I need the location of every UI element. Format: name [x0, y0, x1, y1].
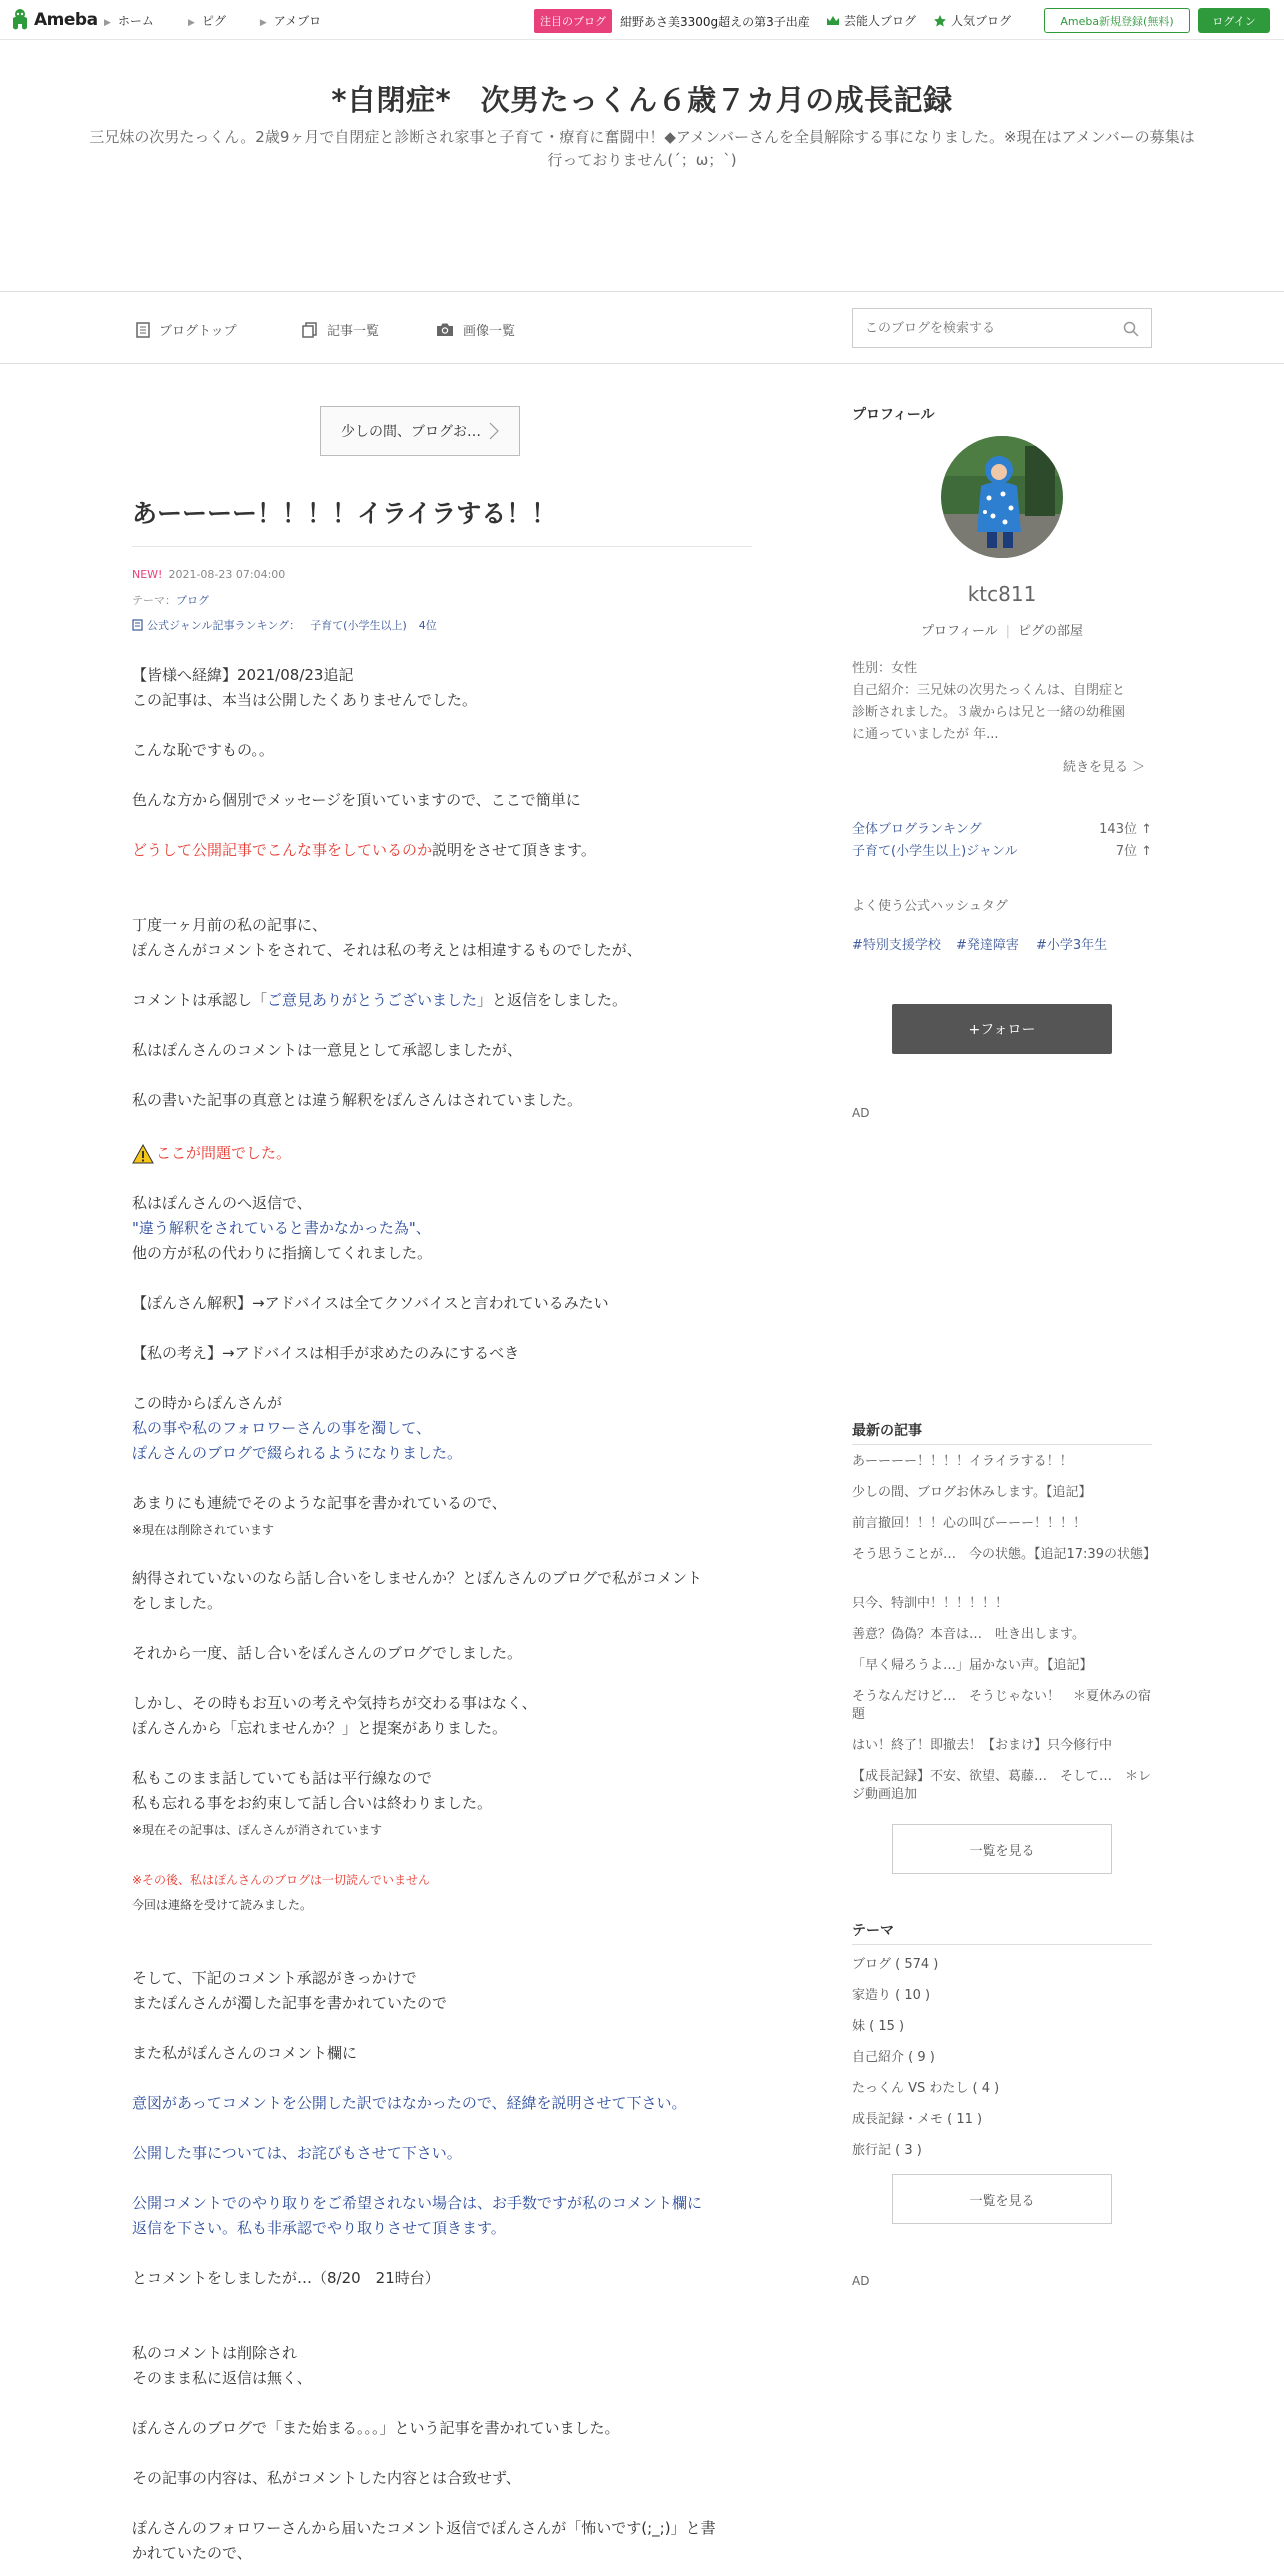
body-line: 納得されていないのなら話し合いをしませんか？とぽんさんのブログで私がコメント — [132, 1569, 703, 1587]
pig-room-link[interactable]: ピグの部屋 — [1018, 624, 1084, 639]
hashtag-link[interactable]: #発達障害 — [956, 938, 1019, 953]
nav-image-list[interactable] — [436, 320, 515, 339]
body-line: 公開コメントでのやり取りをご希望されない場合は、お手数ですが私のコメント欄に — [132, 2194, 703, 2212]
camera-icon — [436, 322, 454, 337]
profile-intro-line: 自己紹介：三兄妹の次男たっくんは、自閉症と — [852, 683, 1126, 698]
nav-ameblo[interactable] — [260, 12, 321, 29]
avatar-photo — [941, 436, 1063, 558]
body-highlight-red: ここが問題でした。 — [156, 1144, 292, 1162]
body-line: とコメントをしましたが…（8/20 21時台） — [132, 2269, 440, 2287]
body-line: 【ぽんさん解釈】→アドバイスは全てクソバイスと言われているみたい — [132, 1294, 609, 1312]
article-theme-row — [132, 592, 209, 608]
profile-intro-line: 診断されました。３歳からは兄と一緒の幼稚園 — [852, 705, 1126, 720]
hashtag-link[interactable]: #小学3年生 — [1036, 938, 1108, 953]
ranking-icon — [132, 619, 143, 631]
ad-label: AD — [852, 1106, 870, 1120]
read-more-link[interactable]: 続きを見る ＞ — [1063, 760, 1146, 775]
nav-pig-label: ピグ — [201, 14, 226, 28]
documents-icon — [302, 322, 318, 338]
chevron-right-icon: ▶ — [104, 18, 111, 28]
body-line: 私の書いた記事の真意とは違う解釈をぽんさんはされていました。 — [132, 1091, 583, 1109]
recent-article-link[interactable]: 【成長記録】不安、欲望、葛藤… そして… ＊レジ動画追加 — [852, 1769, 1152, 1802]
body-line: 【皆様へ経緯】2021/08/23追記 — [132, 666, 354, 684]
body-line: 返信を下さい。私も非承認でやり取りさせて頂きます。 — [132, 2219, 506, 2237]
recent-article-link[interactable]: 善意？偽偽？本音は… 吐き出します。 — [852, 1627, 1085, 1642]
theme-link[interactable]: 家造り ( 10 ) — [852, 1988, 931, 2003]
body-line — [132, 1141, 762, 1166]
talent-blog-label: 芸能人ブログ — [844, 14, 917, 28]
profile-links — [852, 620, 1152, 639]
recent-article-link[interactable]: 前言撤回！！！心の叫びーーー！！！！ — [852, 1516, 1087, 1531]
blog-subnav — [0, 292, 1284, 364]
body-note-red: ※その後、私はぽんさんのブログは一切読んでいません — [132, 1873, 431, 1887]
body-line: また私がぽんさんのコメント欄に — [132, 2044, 358, 2062]
body-line: 色んな方から個別でメッセージを頂いていますので、ここで簡単に — [132, 791, 581, 809]
article-date-row — [132, 568, 285, 581]
recent-article-link[interactable]: はい！終了！即撤去！【おまけ】只今修行中 — [852, 1738, 1113, 1753]
nav-ameblo-label: アメブロ — [273, 14, 322, 28]
recent-article-link[interactable]: 少しの間、ブログお休みします。【追記】 — [852, 1485, 1092, 1500]
ameba-logo-text: Ameba — [34, 10, 98, 30]
new-badge: NEW! — [132, 568, 163, 581]
theme-heading: テーマ — [852, 1923, 894, 1939]
body-line: をしました。 — [132, 1594, 223, 1612]
rank-genre-label: 子育て(小学生以上)ジャンル — [852, 844, 1018, 859]
theme-list-button[interactable]: 一覧を見る — [892, 2174, 1112, 2224]
body-line: その記事の内容は、私がコメントした内容とは合致せず、 — [132, 2469, 521, 2487]
body-line: 私のコメントは削除され — [132, 2344, 298, 2362]
recent-list-button[interactable]: 一覧を見る — [892, 1824, 1112, 1874]
blog-search-input[interactable] — [865, 321, 1105, 336]
theme-label: テーマ： — [132, 594, 176, 607]
nav-home-label: ホーム — [117, 14, 154, 28]
rank-genre[interactable] — [852, 840, 1152, 859]
recent-article-link[interactable]: 「早く帰ろうよ…」届かない声。【追記】 — [852, 1658, 1093, 1673]
blog-description: 三兄妹の次男たっくん。2歳9ヶ月で自閉症と診断され家事と子育て・療育に奮闘中！◆アメンバーさんを全員解除する事になりました。※現在はアメンバーの募集は行っておりません(´；ω；`) — [89, 128, 1195, 169]
star-icon — [933, 14, 947, 28]
body-line: 私はぽんさんのへ返信で、 — [132, 1194, 312, 1212]
recent-heading: 最新の記事 — [852, 1423, 922, 1439]
body-highlight-blue: ご意見ありがとうございました — [267, 991, 478, 1009]
article-theme-link[interactable]: ブログ — [176, 594, 209, 607]
rank-all-value: 143位 ↑ — [1099, 822, 1152, 837]
article-ranking-row — [132, 617, 437, 633]
theme-link[interactable]: 自己紹介 ( 9 ) — [852, 2050, 935, 2065]
recent-article-link[interactable]: そうなんだけど… そうじゃない！ ＊夏休みの宿題 — [852, 1689, 1152, 1722]
body-line — [132, 988, 762, 1013]
body-line: 意図があってコメントを公開した訳ではなかったので、経緯を説明させて下さい。 — [132, 2094, 687, 2112]
body-line: そのまま私に返信は無く、 — [132, 2369, 312, 2387]
body-line: 丁度一ヶ月前の私の記事に、 — [132, 916, 328, 934]
theme-link[interactable]: 成長記録・メモ ( 11 ) — [852, 2112, 983, 2127]
body-line: あまりにも連続でそのような記事を書かれているので、 — [132, 1494, 507, 1512]
nav-image-list-label: 画像一覧 — [463, 324, 516, 339]
document-icon — [136, 322, 150, 338]
rank-genre-value: 7位 ↑ — [1115, 844, 1152, 859]
recent-article-link[interactable]: 只今、特訓中！！！！！！ — [852, 1596, 1009, 1611]
register-button[interactable]: Ameba新規登録(無料) — [1044, 8, 1190, 33]
ranking-rank: 4位 — [418, 619, 437, 632]
body-line: 公開した事については、お詫びもさせて下さい。 — [132, 2144, 462, 2162]
blog-search — [852, 308, 1152, 348]
warning-icon — [132, 1144, 154, 1164]
nav-article-list[interactable] — [302, 320, 379, 339]
body-line — [132, 838, 762, 863]
theme-link[interactable]: 妹 ( 15 ) — [852, 2019, 905, 2034]
profile-intro-line: に通っていましたが 年... — [852, 727, 999, 742]
popular-blog-link[interactable] — [933, 12, 1011, 29]
blog-title[interactable]: *自閉症* 次男たっくん６歳７カ月の成長記録 — [331, 83, 953, 117]
body-line: 私の事や私のフォロワーさんの事を濁して、 — [132, 1419, 431, 1437]
pickup-badge: 注目のブログ — [534, 9, 612, 33]
hashtag-heading: よく使う公式ハッシュタグ — [852, 899, 1008, 914]
ameba-logo[interactable] — [10, 8, 98, 32]
body-line: それから一度、話し合いをぽんさんのブログでしました。 — [132, 1644, 523, 1662]
previous-article-button[interactable] — [320, 406, 520, 456]
divider — [852, 1944, 1152, 1945]
ameba-logo-icon — [10, 8, 30, 32]
body-text: コメントは承認し「 — [132, 991, 268, 1009]
body-highlight-red: どうして公開記事でこんな事をしているのか — [132, 841, 433, 859]
divider — [852, 1444, 1152, 1445]
recent-article-link[interactable]: そう思うことが… 今の状態。【追記17:39の状態】 — [852, 1547, 1156, 1562]
previous-article-label: 少しの間、ブログお… — [341, 424, 481, 440]
rank-all[interactable] — [852, 818, 1152, 837]
profile-gender: 性別：女性 — [852, 661, 918, 676]
pickup-blog[interactable] — [534, 9, 810, 33]
body-note: ※現在は削除されています — [132, 1523, 275, 1537]
profile-link[interactable]: プロフィール — [920, 624, 998, 639]
search-icon[interactable] — [1123, 321, 1139, 337]
body-line: 私はぽんさんのコメントは一意見として承認しましたが、 — [132, 1041, 523, 1059]
login-button[interactable]: ログイン — [1198, 8, 1270, 33]
nav-blog-top-label: ブログトップ — [159, 324, 237, 339]
article-title[interactable]: あーーーー！！！！イライラする！！ — [132, 494, 752, 547]
theme-link[interactable]: ブログ ( 574 ) — [852, 1957, 939, 1972]
top-bar — [0, 0, 1284, 40]
body-note: ※現在その記事は、ぽんさんが消されています — [132, 1823, 383, 1837]
body-line: ぽんさんがコメントをされて、それは私の考えとは相違するものでしたが、 — [132, 941, 642, 959]
ranking-label: 公式ジャンル記事ランキング： — [147, 619, 301, 632]
profile-name[interactable]: ktc811 — [967, 582, 1037, 606]
theme-link[interactable]: たっくん VS わたし ( 4 ) — [852, 2081, 1000, 2096]
pickup-text[interactable]: 紺野あさ美3300g超えの第3子出産 — [620, 14, 810, 29]
chevron-right-icon — [489, 422, 499, 440]
nav-home[interactable] — [104, 12, 154, 29]
body-line: そして、下記のコメント承認がきっかけで — [132, 1969, 417, 1987]
rank-all-label: 全体ブログランキング — [852, 822, 982, 837]
talent-blog-link[interactable] — [826, 12, 916, 29]
body-text: 説明をさせて頂きます。 — [432, 841, 596, 859]
body-line: ぽんさんのブログで「また始まる。。。」という記事を書かれていました。 — [132, 2419, 620, 2437]
top-nav — [104, 12, 321, 29]
divider: | — [1005, 624, 1011, 639]
hashtag-link[interactable]: #特別支援学校 — [852, 938, 941, 953]
nav-pig[interactable] — [188, 12, 226, 29]
article-date: 2021-08-23 07:04:00 — [168, 568, 286, 581]
body-note: 今回は連絡を受けて読みました。 — [132, 1898, 313, 1912]
nav-blog-top[interactable] — [136, 320, 237, 339]
chevron-right-icon: ▶ — [187, 18, 195, 28]
chevron-right-icon: ▶ — [259, 18, 267, 28]
body-line: "違う解釈をされていると書かなかった為"、 — [132, 1219, 431, 1237]
avatar[interactable] — [941, 436, 1063, 558]
theme-link[interactable]: 旅行記 ( 3 ) — [852, 2143, 922, 2158]
body-line: しかし、その時もお互いの考えや気持ちが交わる事はなく、 — [132, 1694, 537, 1712]
body-line: こんな恥ですもの。。 — [132, 741, 274, 759]
body-line: 【私の考え】→アドバイスは相手が求めたのみにするべき — [132, 1344, 520, 1362]
follow-button[interactable]: +フォロー — [892, 1004, 1112, 1054]
body-line: ぽんさんのブログで綴られるようになりました。 — [132, 1444, 463, 1462]
crown-icon — [826, 15, 840, 27]
recent-article-link[interactable]: あーーーー！！！！イライラする！！ — [852, 1454, 1073, 1469]
body-line: ぽんさんから「忘れませんか？」と提案がありました。 — [132, 1719, 508, 1737]
body-line: かれていたので、 — [132, 2544, 252, 2562]
ad-label: AD — [852, 2274, 870, 2288]
body-line: ぽんさんのフォロワーさんから届いたコメント返信でぽんさんが「怖いです(;_;)」と書 — [132, 2519, 716, 2537]
profile-heading: プロフィール — [852, 407, 935, 423]
body-line: またぽんさんが濁した記事を書かれていたので — [132, 1994, 448, 2012]
nav-article-list-label: 記事一覧 — [327, 324, 380, 339]
body-line: 私も忘れる事をお約束して話し合いは終わりました。 — [132, 1794, 493, 1812]
body-line: 他の方が私の代わりに指摘してくれました。 — [132, 1244, 433, 1262]
body-line: この記事は、本当は公開したくありませんでした。 — [132, 691, 478, 709]
ranking-genre-link[interactable]: 子育て(小学生以上) — [310, 619, 407, 632]
body-line: 私もこのまま話していても話は平行線なので — [132, 1769, 433, 1787]
body-text: 」と返信をしました。 — [477, 991, 628, 1009]
popular-blog-label: 人気ブログ — [951, 14, 1012, 28]
body-line: この時からぽんさんが — [132, 1394, 283, 1412]
